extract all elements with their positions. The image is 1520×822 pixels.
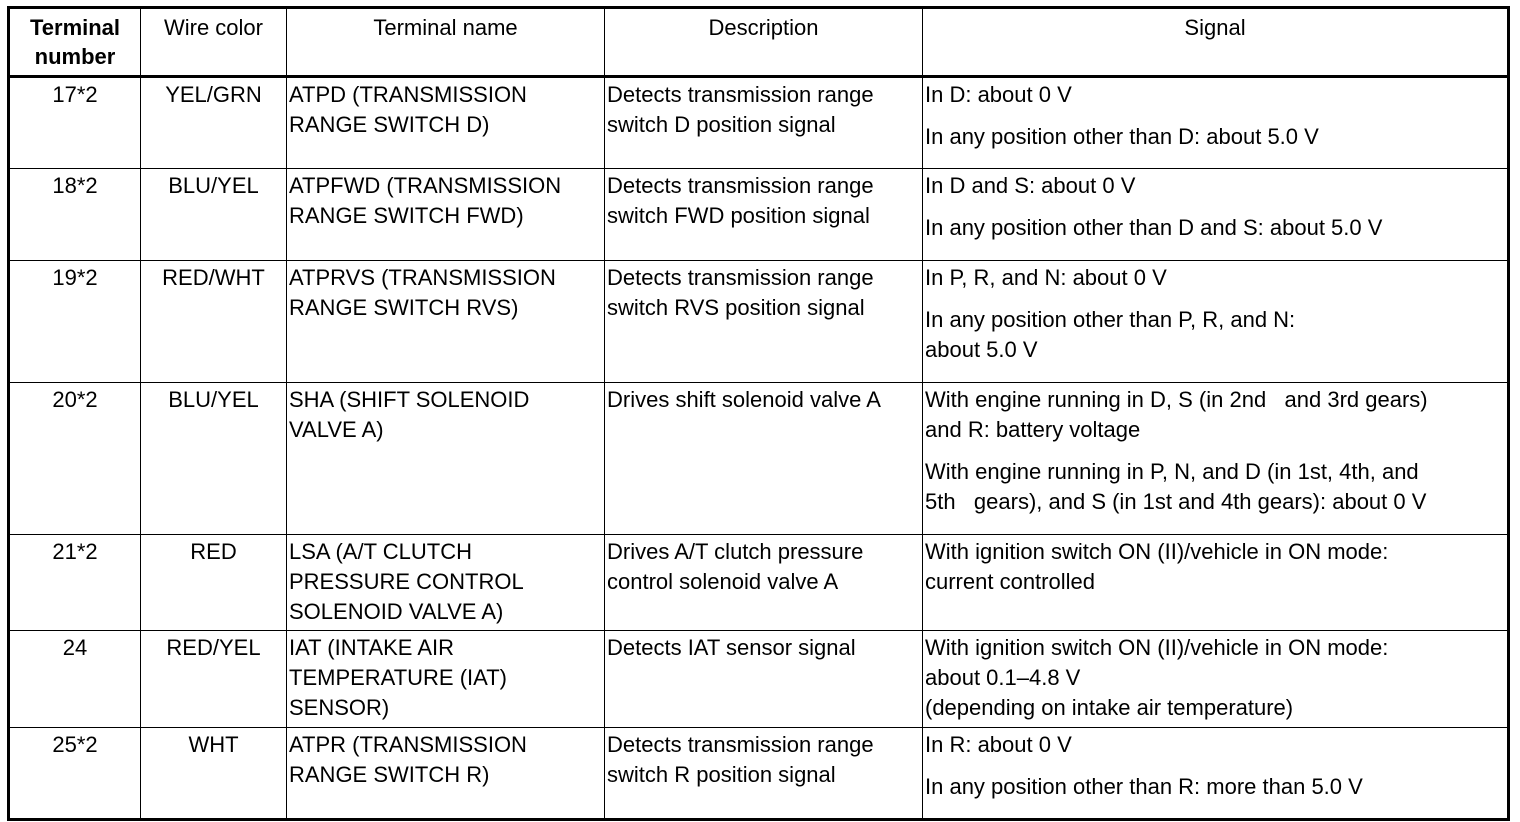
signal-line: about 5.0 V — [925, 337, 1038, 362]
header-signal: Signal — [923, 8, 1509, 77]
signal-line: With engine running in D, S (in 2nd and 3rd gears) — [925, 387, 1428, 412]
wire-color-cell: RED/WHT — [141, 261, 287, 383]
signal-paragraph — [925, 305, 1505, 365]
signal-line: With ignition switch ON (II)/vehicle in ON mode: — [925, 539, 1389, 564]
terminal-name-line: RANGE SWITCH R) — [289, 762, 490, 787]
terminal-name-cell — [287, 631, 605, 728]
terminal-table — [7, 6, 1510, 821]
terminal-name-line: LSA (A/T CLUTCH — [289, 539, 472, 564]
description-line: Detects transmission range — [607, 82, 874, 107]
terminal-number-cell: 19*2 — [9, 261, 141, 383]
header-terminal-number-line2: number — [34, 44, 116, 69]
terminal-number-cell: 18*2 — [9, 169, 141, 261]
signal-line: In any position other than D: about 5.0 V — [925, 124, 1319, 149]
description-line: Detects transmission range — [607, 732, 874, 757]
description-line: Detects transmission range — [607, 173, 874, 198]
header-terminal-name: Terminal name — [287, 8, 605, 77]
terminal-name-cell — [287, 261, 605, 383]
signal-line: With engine running in P, N, and D (in 1st, 4th, and — [925, 459, 1419, 484]
description-cell — [605, 383, 923, 535]
description-line: Detects IAT sensor signal — [607, 635, 856, 660]
terminal-name-line: TEMPERATURE (IAT) — [289, 665, 507, 690]
signal-paragraph — [925, 80, 1505, 110]
description-line: switch RVS position signal — [607, 295, 865, 320]
terminal-name-line: VALVE A) — [289, 417, 384, 442]
signal-paragraph — [925, 772, 1505, 802]
terminal-name-line: ATPFWD (TRANSMISSION — [289, 173, 562, 198]
terminal-name-line: SOLENOID VALVE A) — [289, 599, 504, 624]
signal-paragraph — [925, 122, 1505, 152]
description-cell — [605, 77, 923, 169]
table-row — [9, 261, 1509, 383]
signal-paragraph — [925, 171, 1505, 201]
terminal-name-cell — [287, 383, 605, 535]
description-line: control solenoid valve A — [607, 569, 839, 594]
table-row — [9, 535, 1509, 631]
signal-line: In any position other than R: more than 5.0 V — [925, 774, 1363, 799]
description-cell — [605, 169, 923, 261]
description-cell — [605, 728, 923, 820]
terminal-name-cell — [287, 77, 605, 169]
signal-paragraph — [925, 730, 1505, 760]
table-row — [9, 728, 1509, 820]
terminal-name-line: ATPD (TRANSMISSION — [289, 82, 527, 107]
table-row — [9, 383, 1509, 535]
description-cell — [605, 631, 923, 728]
signal-line: With ignition switch ON (II)/vehicle in ON mode: — [925, 635, 1389, 660]
signal-paragraph — [925, 213, 1505, 243]
signal-line: In any position other than D and S: about 5.0 V — [925, 215, 1383, 240]
signal-line: 5th gears), and S (in 1st and 4th gears): about 0 V — [925, 489, 1427, 514]
terminal-name-cell — [287, 169, 605, 261]
description-line: Drives A/T clutch pressure — [607, 539, 864, 564]
terminal-name-line: PRESSURE CONTROL — [289, 569, 524, 594]
signal-paragraph — [925, 457, 1505, 517]
terminal-name-line: RANGE SWITCH FWD) — [289, 203, 524, 228]
wire-color-cell: WHT — [141, 728, 287, 820]
wire-color-cell: BLU/YEL — [141, 383, 287, 535]
signal-cell — [923, 535, 1509, 631]
signal-paragraph — [925, 263, 1505, 293]
signal-line: In R: about 0 V — [925, 732, 1072, 757]
signal-paragraph — [925, 385, 1505, 445]
signal-cell — [923, 169, 1509, 261]
terminal-number-cell: 17*2 — [9, 77, 141, 169]
terminal-name-line: SHA (SHIFT SOLENOID — [289, 387, 530, 412]
terminal-table-container — [7, 6, 1510, 821]
signal-paragraph — [925, 633, 1505, 723]
signal-line: In D: about 0 V — [925, 82, 1072, 107]
table-body — [9, 77, 1509, 820]
terminal-name-line: RANGE SWITCH D) — [289, 112, 490, 137]
terminal-name-line: RANGE SWITCH RVS) — [289, 295, 519, 320]
signal-line: current controlled — [925, 569, 1095, 594]
description-line: switch D position signal — [607, 112, 836, 137]
signal-line: In any position other than P, R, and N: — [925, 307, 1296, 332]
description-cell — [605, 261, 923, 383]
signal-line: In D and S: about 0 V — [925, 173, 1136, 198]
signal-line: (depending on intake air temperature) — [925, 695, 1294, 720]
header-wire-color: Wire color — [141, 8, 287, 77]
signal-cell — [923, 728, 1509, 820]
header-terminal-number — [9, 8, 141, 77]
wire-color-cell: RED/YEL — [141, 631, 287, 728]
terminal-name-line: ATPR (TRANSMISSION — [289, 732, 527, 757]
description-line: Drives shift solenoid valve A — [607, 387, 881, 412]
terminal-name-cell — [287, 535, 605, 631]
terminal-number-cell: 20*2 — [9, 383, 141, 535]
terminal-number-cell: 25*2 — [9, 728, 141, 820]
header-row — [9, 8, 1509, 77]
description-line: Detects transmission range — [607, 265, 874, 290]
signal-cell — [923, 383, 1509, 535]
signal-cell — [923, 631, 1509, 728]
table-row — [9, 169, 1509, 261]
signal-line: In P, R, and N: about 0 V — [925, 265, 1167, 290]
description-cell — [605, 535, 923, 631]
header-description: Description — [605, 8, 923, 77]
wire-color-cell: RED — [141, 535, 287, 631]
table-row — [9, 77, 1509, 169]
wire-color-cell: YEL/GRN — [141, 77, 287, 169]
table-row — [9, 631, 1509, 728]
description-line: switch FWD position signal — [607, 203, 870, 228]
terminal-name-line: IAT (INTAKE AIR — [289, 635, 455, 660]
signal-line: and R: battery voltage — [925, 417, 1141, 442]
header-terminal-number-line1: Terminal — [29, 15, 121, 40]
terminal-name-line: SENSOR) — [289, 695, 390, 720]
wire-color-cell: BLU/YEL — [141, 169, 287, 261]
terminal-number-cell: 21*2 — [9, 535, 141, 631]
signal-paragraph — [925, 537, 1505, 597]
signal-cell — [923, 77, 1509, 169]
signal-line: about 0.1–4.8 V — [925, 665, 1081, 690]
signal-cell — [923, 261, 1509, 383]
description-line: switch R position signal — [607, 762, 836, 787]
terminal-name-line: ATPRVS (TRANSMISSION — [289, 265, 556, 290]
terminal-name-cell — [287, 728, 605, 820]
terminal-number-cell: 24 — [9, 631, 141, 728]
